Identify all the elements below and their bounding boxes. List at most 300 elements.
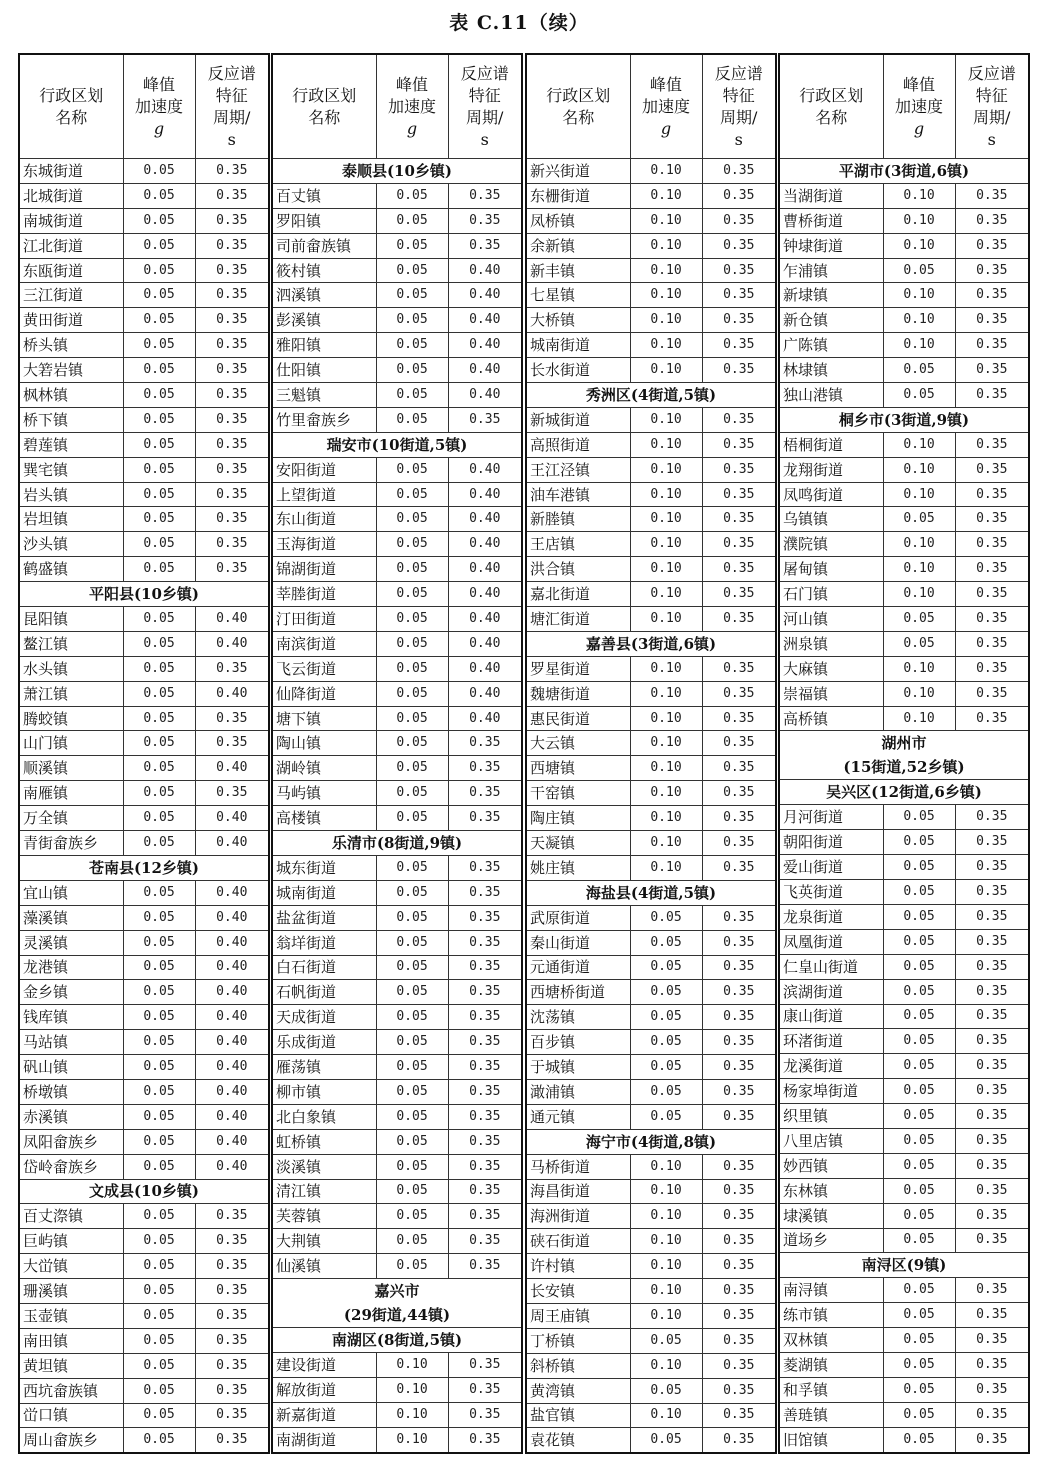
table-row [779,681,1029,706]
table-row [779,358,1029,383]
characteristic-period-cell: 0.35 [955,283,1029,308]
characteristic-period-cell: 0.35 [702,806,776,831]
peak-acceleration-cell: 0.10 [376,1427,448,1452]
region-name-cell: 虹桥镇 [272,1129,376,1154]
table-row [19,457,269,482]
peak-acceleration-cell: 0.05 [883,383,955,408]
peak-acceleration-cell: 0.05 [123,482,195,507]
peak-acceleration-cell: 0.05 [376,955,448,980]
peak-acceleration-cell: 0.10 [883,432,955,457]
table-row [19,781,269,806]
table-row [526,1303,776,1328]
characteristic-period-cell: 0.35 [702,582,776,607]
peak-acceleration-cell: 0.10 [630,333,702,358]
peak-acceleration-cell: 0.05 [376,308,448,333]
region-name-cell: 昆阳镇 [19,607,123,632]
region-name-cell: 大桥镇 [526,308,630,333]
peak-acceleration-cell: 0.05 [376,1079,448,1104]
characteristic-period-cell: 0.35 [955,1153,1029,1178]
table-row [779,582,1029,607]
table-row [779,1328,1029,1353]
characteristic-period-cell: 0.35 [448,1179,522,1204]
characteristic-period-cell: 0.35 [448,1055,522,1080]
peak-acceleration-cell: 0.10 [630,159,702,184]
region-name-cell: 建设街道 [272,1352,376,1377]
characteristic-period-cell: 0.35 [955,631,1029,656]
column-header-1 [779,54,883,159]
characteristic-period-cell: 0.35 [955,1029,1029,1054]
region-name-cell: 竹里畲族乡 [272,407,376,432]
peak-acceleration-cell: 0.05 [123,756,195,781]
peak-acceleration-cell: 0.05 [630,905,702,930]
table-row [272,1154,522,1179]
table-row [272,407,522,432]
region-name-cell: 双林镇 [779,1328,883,1353]
region-name-cell: 筱村镇 [272,258,376,283]
characteristic-period-cell: 0.35 [955,1278,1029,1303]
region-name-cell: 顺溪镇 [19,756,123,781]
table-row [19,1328,269,1353]
characteristic-period-cell: 0.35 [955,1352,1029,1377]
region-name-cell: 埭溪镇 [779,1203,883,1228]
region-name-cell: 南湖街道 [272,1427,376,1452]
table-row [779,1153,1029,1178]
peak-acceleration-cell: 0.10 [630,208,702,233]
characteristic-period-cell: 0.40 [448,383,522,408]
table-row [272,308,522,333]
region-name-cell: 杨家埠街道 [779,1079,883,1104]
table-row [779,1303,1029,1328]
characteristic-period-cell: 0.35 [702,407,776,432]
region-name-cell: 东山街道 [272,507,376,532]
header-line: s [987,129,996,149]
characteristic-period-cell: 0.35 [955,1104,1029,1129]
region-name-cell: 东城街道 [19,159,123,184]
table-row [272,681,522,706]
peak-acceleration-cell: 0.05 [883,805,955,830]
characteristic-period-cell: 0.35 [955,979,1029,1004]
characteristic-period-cell: 0.35 [955,532,1029,557]
peak-acceleration-cell: 0.10 [376,1402,448,1427]
table-row [272,482,522,507]
column-header-2 [630,54,702,159]
characteristic-period-cell: 0.35 [955,607,1029,632]
header-line: 特征 [468,85,501,105]
table-row [272,1179,522,1204]
table-row [19,1303,269,1328]
region-name-cell: 江北街道 [19,233,123,258]
region-name-cell: 黄坦镇 [19,1353,123,1378]
table-row [779,607,1029,632]
region-name-cell: 大荆镇 [272,1229,376,1254]
region-name-cell: 罗阳镇 [272,208,376,233]
peak-acceleration-cell: 0.10 [883,557,955,582]
characteristic-period-cell: 0.35 [955,805,1029,830]
region-name-cell: 青街畲族乡 [19,831,123,856]
table-row [19,532,269,557]
region-name-cell: 油车港镇 [526,482,630,507]
region-name-cell: 爱山街道 [779,855,883,880]
table-row [779,383,1029,408]
peak-acceleration-cell: 0.10 [883,308,955,333]
table-row [779,258,1029,283]
region-name-cell: 城南街道 [526,333,630,358]
header-row [526,54,776,159]
header-line: 反应谱 [207,63,256,83]
table-row [779,1004,1029,1029]
characteristic-period-cell: 0.35 [448,233,522,258]
region-name-cell: 解放街道 [272,1377,376,1402]
region-name-cell: 百步镇 [526,1030,630,1055]
region-name-cell: 七星镇 [526,283,630,308]
header-row [19,54,269,159]
region-name-cell: 三魁镇 [272,383,376,408]
characteristic-period-cell: 0.35 [955,383,1029,408]
header-line: s [480,129,489,149]
table-row [272,1055,522,1080]
characteristic-period-cell: 0.35 [955,681,1029,706]
section-header: 乐清市(8街道,9镇) [272,831,522,856]
region-name-cell: 上望街道 [272,482,376,507]
peak-acceleration-cell: 0.05 [883,507,955,532]
characteristic-period-cell: 0.35 [955,333,1029,358]
characteristic-period-cell: 0.35 [955,1079,1029,1104]
characteristic-period-cell: 0.35 [702,706,776,731]
characteristic-period-cell: 0.40 [195,955,269,980]
region-name-cell: 玉海街道 [272,532,376,557]
characteristic-period-cell: 0.35 [702,756,776,781]
table-row [526,980,776,1005]
table-row [19,656,269,681]
characteristic-period-cell: 0.35 [448,930,522,955]
peak-acceleration-cell: 0.05 [123,831,195,856]
characteristic-period-cell: 0.35 [702,1079,776,1104]
table-row [526,831,776,856]
characteristic-period-cell: 0.35 [702,1030,776,1055]
characteristic-period-cell: 0.35 [195,457,269,482]
header-line: 周期/ [973,107,1011,127]
characteristic-period-cell: 0.35 [955,1303,1029,1328]
characteristic-period-cell: 0.35 [702,1353,776,1378]
region-name-cell: 巨屿镇 [19,1229,123,1254]
peak-acceleration-cell: 0.10 [630,407,702,432]
characteristic-period-cell: 0.40 [195,1104,269,1129]
table-row [779,557,1029,582]
characteristic-period-cell: 0.35 [195,557,269,582]
characteristic-period-cell: 0.40 [195,607,269,632]
table-row [779,1278,1029,1303]
table-row [779,482,1029,507]
region-name-cell: 西塘桥街道 [526,980,630,1005]
characteristic-period-cell: 0.35 [702,1179,776,1204]
table-row [272,855,522,880]
region-name-cell: 梧桐街道 [779,432,883,457]
peak-acceleration-cell: 0.05 [883,1377,955,1402]
region-name-cell: 钱库镇 [19,1005,123,1030]
region-name-cell: 城南街道 [272,880,376,905]
peak-acceleration-cell: 0.05 [376,1104,448,1129]
region-name-cell: 练市镇 [779,1303,883,1328]
peak-acceleration-cell: 0.05 [630,1055,702,1080]
region-name-cell: 石门镇 [779,582,883,607]
characteristic-period-cell: 0.35 [195,383,269,408]
peak-acceleration-cell: 0.05 [883,954,955,979]
peak-acceleration-cell: 0.05 [883,1153,955,1178]
region-name-cell: 黄湾镇 [526,1378,630,1403]
characteristic-period-cell: 0.35 [702,308,776,333]
peak-acceleration-cell: 0.05 [883,1104,955,1129]
peak-acceleration-cell: 0.05 [630,1079,702,1104]
characteristic-period-cell: 0.40 [195,681,269,706]
section-header-row [526,631,776,656]
peak-acceleration-cell: 0.10 [630,358,702,383]
column-header-3 [702,54,776,159]
region-name-cell: 雅阳镇 [272,333,376,358]
peak-acceleration-cell: 0.05 [376,507,448,532]
characteristic-period-cell: 0.35 [955,1377,1029,1402]
seismic-parameter-table [18,53,1028,1453]
section-header-row [272,831,522,856]
characteristic-period-cell: 0.40 [448,283,522,308]
peak-acceleration-cell: 0.05 [376,532,448,557]
region-name-cell: 腾蛟镇 [19,706,123,731]
region-name-cell: 大云镇 [526,731,630,756]
characteristic-period-cell: 0.35 [195,731,269,756]
table-row [19,806,269,831]
peak-acceleration-cell: 0.05 [376,806,448,831]
header-line: 峰值 [142,74,175,94]
characteristic-period-cell: 0.35 [955,183,1029,208]
characteristic-period-cell: 0.35 [702,1104,776,1129]
table-row [19,955,269,980]
region-name-cell: 龙翔街道 [779,457,883,482]
table-row [19,1104,269,1129]
table-row [526,930,776,955]
region-name-cell: 和孚镇 [779,1377,883,1402]
table-row [526,1279,776,1304]
region-name-cell: 柳市镇 [272,1079,376,1104]
characteristic-period-cell: 0.40 [195,930,269,955]
characteristic-period-cell: 0.35 [195,1229,269,1254]
region-name-cell: 魏塘街道 [526,681,630,706]
region-name-cell: 罗星街道 [526,656,630,681]
peak-acceleration-cell: 0.05 [123,656,195,681]
peak-acceleration-cell: 0.05 [376,706,448,731]
table-row [526,1254,776,1279]
characteristic-period-cell: 0.40 [195,1129,269,1154]
column-header-1 [19,54,123,159]
characteristic-period-cell: 0.35 [702,1378,776,1403]
characteristic-period-cell: 0.35 [448,955,522,980]
table-row [272,233,522,258]
peak-acceleration-cell: 0.05 [123,880,195,905]
region-name-cell: 灵溪镇 [19,930,123,955]
peak-acceleration-cell: 0.10 [630,1353,702,1378]
peak-acceleration-cell: 0.05 [376,183,448,208]
table-row [272,1005,522,1030]
region-name-cell: 北城街道 [19,183,123,208]
region-name-cell: 陶山镇 [272,731,376,756]
region-name-cell: 仙降街道 [272,681,376,706]
region-name-cell: 海洲街道 [526,1204,630,1229]
peak-acceleration-cell: 0.05 [376,930,448,955]
peak-acceleration-cell: 0.05 [376,980,448,1005]
peak-acceleration-cell: 0.05 [883,979,955,1004]
region-name-cell: 织里镇 [779,1104,883,1129]
characteristic-period-cell: 0.35 [195,358,269,383]
table-row [19,159,269,184]
region-name-cell: 仕阳镇 [272,358,376,383]
characteristic-period-cell: 0.40 [195,980,269,1005]
section-header: 平阳县(10乡镇) [19,582,269,607]
peak-acceleration-cell: 0.05 [630,955,702,980]
region-name-cell: 飞英街道 [779,880,883,905]
table-row [526,507,776,532]
characteristic-period-cell: 0.35 [955,1328,1029,1353]
header-line: 峰值 [395,74,428,94]
table-row [272,706,522,731]
section-header-row [19,1179,269,1204]
section-header-line: (15街道,52乡镇) [843,758,965,777]
peak-acceleration-cell: 0.05 [123,283,195,308]
peak-acceleration-cell: 0.10 [630,607,702,632]
region-name-cell: 姚庄镇 [526,855,630,880]
table-row [779,1203,1029,1228]
section-header-row [779,407,1029,432]
region-name-cell: 盐官镇 [526,1403,630,1428]
table-row [19,432,269,457]
table-row [779,457,1029,482]
header-line: 行政区划 [546,85,611,105]
table-row [19,681,269,706]
peak-acceleration-cell: 0.05 [376,582,448,607]
region-name-cell: 萧江镇 [19,681,123,706]
region-name-cell: 南田镇 [19,1328,123,1353]
peak-acceleration-cell: 0.10 [630,1154,702,1179]
characteristic-period-cell: 0.35 [702,283,776,308]
characteristic-period-cell: 0.35 [702,1428,776,1453]
peak-acceleration-cell: 0.05 [123,233,195,258]
region-name-cell: 淡溪镇 [272,1154,376,1179]
table-row [779,904,1029,929]
peak-acceleration-cell: 0.05 [376,1254,448,1279]
region-name-cell: 石帆街道 [272,980,376,1005]
peak-acceleration-cell: 0.05 [123,1403,195,1428]
table-row [272,1402,522,1427]
region-name-cell: 嘉北街道 [526,582,630,607]
peak-acceleration-cell: 0.05 [376,905,448,930]
region-name-cell: 当湖街道 [779,183,883,208]
table-row [272,333,522,358]
header-line: s [734,129,743,149]
peak-acceleration-cell: 0.10 [630,283,702,308]
table-row [272,731,522,756]
table-row [779,183,1029,208]
header-line: 行政区划 [292,85,357,105]
region-name-cell: 马站镇 [19,1030,123,1055]
table-row [779,706,1029,731]
table-row [272,557,522,582]
table-row [779,1029,1029,1054]
characteristic-period-cell: 0.35 [955,1402,1029,1427]
peak-acceleration-cell: 0.05 [123,1204,195,1229]
column-header-3 [195,54,269,159]
region-name-cell: 仁皇山街道 [779,954,883,979]
region-name-cell: 新嘉街道 [272,1402,376,1427]
region-name-cell: 长安镇 [526,1279,630,1304]
region-name-cell: 高桥镇 [779,706,883,731]
table-row [526,706,776,731]
region-name-cell: 惠民街道 [526,706,630,731]
characteristic-period-cell: 0.35 [448,880,522,905]
table-row [272,1030,522,1055]
characteristic-period-cell: 0.35 [448,1204,522,1229]
region-name-cell: 莘塍街道 [272,582,376,607]
characteristic-period-cell: 0.35 [955,308,1029,333]
characteristic-period-cell: 0.35 [702,1279,776,1304]
region-name-cell: 濮院镇 [779,532,883,557]
peak-acceleration-cell: 0.05 [123,1129,195,1154]
region-name-cell: 林埭镇 [779,358,883,383]
region-name-cell: 安阳街道 [272,457,376,482]
characteristic-period-cell: 0.35 [448,980,522,1005]
region-name-cell: 朝阳街道 [779,830,883,855]
characteristic-period-cell: 0.35 [955,1228,1029,1253]
peak-acceleration-cell: 0.05 [376,1129,448,1154]
peak-acceleration-cell: 0.05 [883,904,955,929]
table-row [19,1378,269,1403]
peak-acceleration-cell: 0.10 [630,706,702,731]
region-name-cell: 海昌街道 [526,1179,630,1204]
characteristic-period-cell: 0.35 [702,681,776,706]
table-row [19,706,269,731]
table-row [526,482,776,507]
peak-acceleration-cell: 0.10 [883,208,955,233]
peak-acceleration-cell: 0.10 [630,1403,702,1428]
characteristic-period-cell: 0.40 [195,756,269,781]
characteristic-period-cell: 0.35 [195,1428,269,1453]
peak-acceleration-cell: 0.10 [376,1377,448,1402]
characteristic-period-cell: 0.40 [448,333,522,358]
characteristic-period-cell: 0.40 [448,582,522,607]
region-name-cell: 凤桥镇 [526,208,630,233]
table-row [779,333,1029,358]
peak-acceleration-cell: 0.10 [883,582,955,607]
section-header-row [272,159,522,184]
peak-acceleration-cell: 0.05 [883,1328,955,1353]
peak-acceleration-cell: 0.10 [883,283,955,308]
header-line: 加速度 [134,96,183,116]
characteristic-period-cell: 0.35 [955,208,1029,233]
region-name-cell: 新塍镇 [526,507,630,532]
table-row [272,258,522,283]
characteristic-period-cell: 0.40 [448,308,522,333]
region-name-cell: 泗溪镇 [272,283,376,308]
table-row [779,929,1029,954]
characteristic-period-cell: 0.35 [195,1328,269,1353]
peak-acceleration-cell: 0.05 [123,1104,195,1129]
section-header-row [779,731,1029,780]
peak-acceleration-cell: 0.05 [376,731,448,756]
table-row [526,308,776,333]
peak-acceleration-cell: 0.05 [123,1229,195,1254]
peak-acceleration-cell: 0.05 [376,631,448,656]
characteristic-period-cell: 0.35 [448,1427,522,1452]
table-row [526,806,776,831]
peak-acceleration-cell: 0.05 [123,1254,195,1279]
characteristic-period-cell: 0.35 [702,1055,776,1080]
peak-acceleration-cell: 0.05 [123,731,195,756]
